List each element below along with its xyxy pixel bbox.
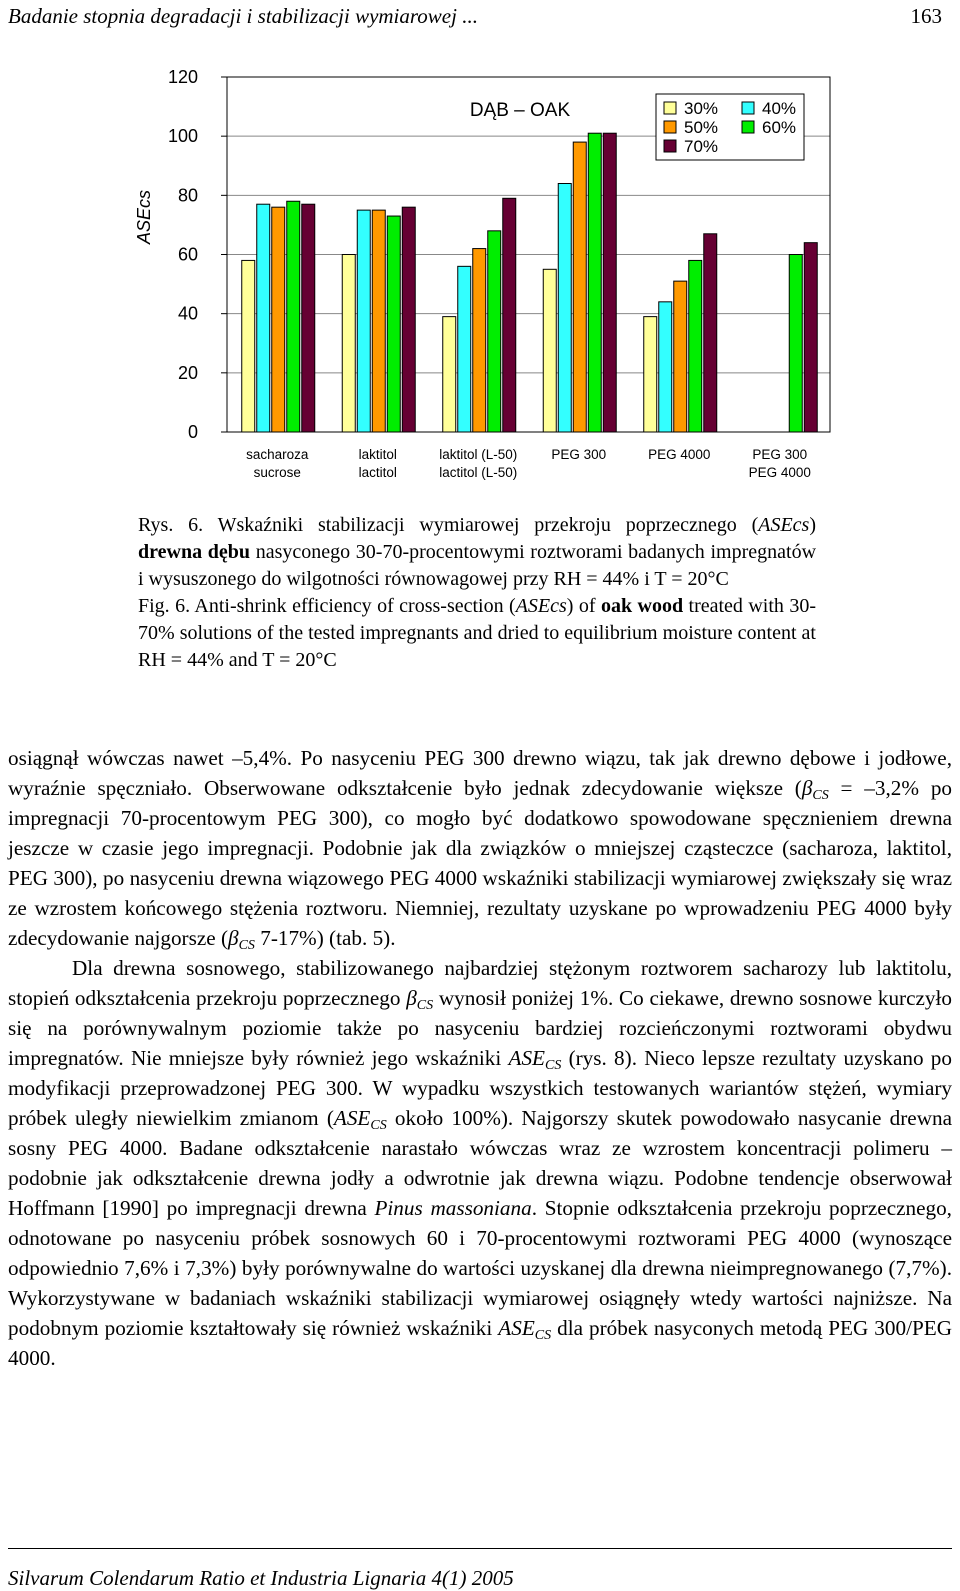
bar <box>789 255 802 433</box>
y-axis-label: ASEcs <box>134 189 154 245</box>
bar <box>644 317 657 432</box>
bar <box>503 198 516 432</box>
legend-swatch <box>664 121 676 133</box>
bar <box>488 231 501 432</box>
x-tick-label: PEG 300 <box>551 447 607 462</box>
bar <box>387 216 400 432</box>
page-number: 163 <box>910 4 942 28</box>
legend-label: 70% <box>684 137 719 156</box>
body-text <box>8 743 952 1373</box>
footer-rule <box>8 1548 952 1549</box>
y-tick-label: 100 <box>167 126 198 147</box>
legend-swatch <box>664 140 676 152</box>
y-tick-label: 120 <box>167 67 198 87</box>
x-tick-label: sucrose <box>253 465 301 480</box>
legend-swatch <box>742 121 754 133</box>
bar <box>342 255 355 433</box>
legend-swatch <box>742 102 754 114</box>
bar <box>257 204 270 432</box>
x-tick-label: PEG 4000 <box>748 465 811 480</box>
y-tick-label: 60 <box>177 244 198 265</box>
bar <box>659 302 672 432</box>
y-tick-label: 20 <box>177 362 198 383</box>
x-tick-label: lactitol (L-50) <box>439 465 518 480</box>
running-header <box>8 4 942 32</box>
y-tick-label: 0 <box>187 422 198 442</box>
bar <box>443 317 456 432</box>
bar <box>674 281 687 432</box>
bar <box>458 266 471 432</box>
bar <box>302 204 315 432</box>
figure-caption <box>138 512 816 674</box>
legend-swatch <box>664 102 676 114</box>
bar <box>473 249 486 432</box>
legend-label: 60% <box>762 118 797 137</box>
bar <box>603 133 616 432</box>
y-tick-label: 80 <box>177 185 198 206</box>
paragraph-1: osiągnął wówczas nawet –5,4%. Po nasyceniu PEG 300 drewno wiązu, tak jak drewno dębowe i jodłowe, wyraźnie spęczniało. Obserwowane odkształcenie było jednak zdecydowanie większe ($\beta_{CS} = -3,2\%$ po impregnacji 70-procentowym PEG 300), co mogło być dodatkowo spowodowane spęcznieniem drewna jeszcze w czasie jego impregnacji. Podobnie jak dla związków o mniejszej cząsteczce (sacharoza, laktitol, PEG 300), po nasyceniu drewna wiązowego PEG 4000 wskaźniki stabilizacji wymiarowej zwiększały się wraz ze wzrostem końcowego stężenia roztworu. Niemniej, rezultaty uzyskane po wprowadzeniu PEG 4000 były zdecydowanie najgorsze ($\beta_{CS}$ 7-17%) (tab. 5). <box>8 746 953 953</box>
legend-label: 30% <box>684 99 719 118</box>
y-ticks <box>168 67 227 442</box>
y-tick-label: 40 <box>177 303 198 324</box>
caption-polish: Rys. 6. Wskaźniki stabilizacji wymiarowej przekroju poprzecznego (ASEcs) drewna dębu nasyconego 30-70-procentowymi roztworami badanych impregnatów i wysuszonego do wilgotności równowagowej przy RH = 44% i T = 20°C <box>138 514 817 590</box>
x-tick-label: PEG 300 <box>752 447 808 462</box>
x-tick-labels <box>246 447 811 480</box>
caption-english: Fig. 6. Anti-shrink efficiency of cross-section (ASEcs) of oak wood treated with 30-70% solutions of the tested impregnants and dried to equilibrium moisture content at RH = 44% and T = 20°C <box>138 595 817 671</box>
bar <box>287 201 300 432</box>
bar <box>372 210 385 432</box>
chart-title: DĄB – OAK <box>469 100 571 121</box>
x-tick-label: lactitol <box>358 465 397 480</box>
y-axis-title-group <box>134 190 154 245</box>
bar <box>272 207 285 432</box>
bar-chart <box>120 60 840 500</box>
paragraph-2: Dla drewna sosnowego, stabilizowanego najbardziej stężonym roztworem sacharozy lub laktitolu, stopień odkształcenia przekroju poprzecznego $\beta_{CS}$ wynosił poniżej 1%. Co ciekawe, drewno sosnowe kurczyło się na porównywalnym poziomie także po nasyceniu bardziej rozcieńczonymi roztworami obydwu impregnatów. Nie mniejsze były również jego wskaźniki $ASE_{CS}$ (rys. 8). Nieco lepsze rezultaty uzyskano po modyfikacji przeprowadzonej PEG 300. W wypadku wszystkich testowanych wariantów stężeń, wymiary próbek uległy niewielkim zmianom ($ASE_{CS}$ około 100%). Najgorszy skutek powodowało nasycanie drewna sosny PEG 4000. Badane odkształcenie narastało wówczas wraz ze wzrostem koncentracji polimeru – podobnie jak odkształcenie drewna jodły a odwrotnie jak drewna wiązu. Podobne tendencje obserwował Hoffmann [1990] po impregnacji drewna Pinus massoniana. Stopnie odkształcenia przekroju poprzecznego, odnotowane po nasyceniu próbek sosnowych 60 i 70-procentowymi roztworami PEG 4000 (wynoszące odpowiednio 7,6% i 7,3%) były porównywalne do wartości uzyskanej dla drewna nieimpregnowanego (7,7%). Wykorzystywane w badaniach wskaźniki stabilizacji wymiarowej osiągnęły wtedy wartości najniższe. Na podobnym poziomie kształtowały się również wskaźniki $ASE_{CS}$ dla próbek nasyconych metodą PEG 300/PEG 4000. <box>8 956 953 1370</box>
bar <box>543 269 556 432</box>
bar <box>242 260 255 432</box>
journal-footer: Silvarum Colendarum Ratio et Industria Lignaria 4(1) 2005 <box>8 1566 514 1590</box>
bar <box>689 260 702 432</box>
bar <box>357 210 370 432</box>
legend <box>656 94 804 160</box>
bar <box>402 207 415 432</box>
bars <box>242 133 818 432</box>
bar <box>573 142 586 432</box>
x-tick-label: laktitol <box>358 447 397 462</box>
bar <box>558 184 571 433</box>
bar <box>804 243 817 432</box>
x-tick-label: sacharoza <box>246 447 309 462</box>
x-tick-label: laktitol (L-50) <box>439 447 518 462</box>
legend-label: 40% <box>762 99 797 118</box>
bar <box>588 133 601 432</box>
x-tick-label: PEG 4000 <box>648 447 711 462</box>
running-title: Badanie stopnia degradacji i stabilizacji wymiarowej ... <box>8 4 478 28</box>
bar <box>704 234 717 432</box>
legend-label: 50% <box>684 118 719 137</box>
